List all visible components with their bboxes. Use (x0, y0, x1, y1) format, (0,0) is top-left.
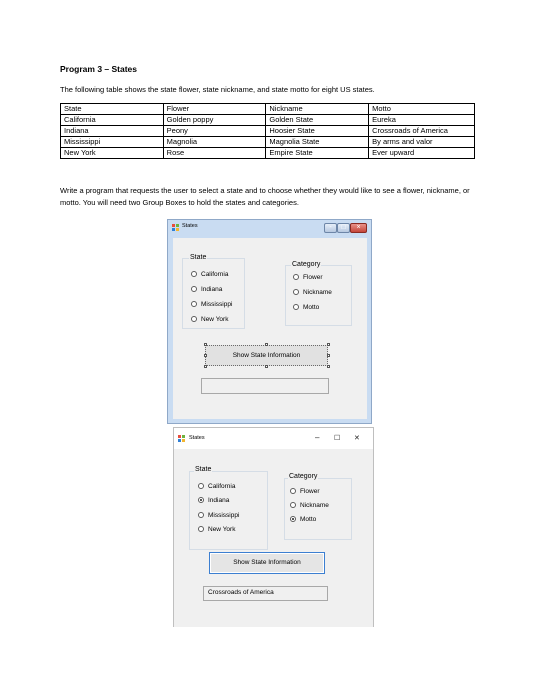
category-group-label: Category (292, 261, 321, 268)
table-header-cell: State (61, 104, 164, 115)
resize-handle[interactable] (327, 365, 330, 368)
table-cell: Indiana (61, 126, 164, 137)
minimize-icon[interactable]: – (315, 433, 320, 442)
table-header-cell: Motto (369, 104, 475, 115)
close-icon[interactable]: ✕ (354, 435, 360, 442)
radio-label: Indiana (201, 286, 223, 293)
show-state-info-button[interactable]: Show State Information (205, 345, 328, 366)
radio-label: Nickname (300, 502, 329, 509)
table-row (61, 148, 475, 159)
radio-new-york[interactable] (198, 526, 235, 534)
resize-handle[interactable] (204, 365, 207, 368)
radio-circle-icon (290, 488, 296, 494)
radio-circle-icon (290, 502, 296, 508)
maximize-icon: □ (341, 224, 346, 231)
radio-indiana[interactable] (198, 497, 229, 505)
table-header-row (61, 104, 475, 115)
radio-new-york[interactable] (191, 316, 228, 324)
maximize-button[interactable] (337, 223, 350, 233)
design-output-box (201, 378, 329, 394)
table-cell: Golden poppy (163, 115, 266, 126)
instructions-text: Write a program that requests the user to select a state and to choose whether they would like to see a flower, nickname, or motto. You will need two Group Boxes to hold the states and categories. (60, 186, 470, 207)
design-form-window (167, 219, 372, 424)
form-app-icon (178, 435, 186, 442)
radio-circle-icon (191, 301, 197, 307)
table-cell: Golden State (266, 115, 369, 126)
table-cell: Rose (163, 148, 266, 159)
radio-circle-icon (191, 286, 197, 292)
table-cell: New York (61, 148, 164, 159)
design-window-controls (324, 223, 367, 233)
design-title-bar[interactable] (168, 220, 371, 236)
radio-label: Flower (300, 488, 320, 495)
table-cell: Eureka (369, 115, 475, 126)
radio-label: Flower (303, 274, 323, 281)
minimize-icon: - (329, 224, 332, 231)
radio-nickname[interactable] (290, 502, 329, 510)
radio-label: New York (201, 316, 229, 323)
radio-label: California (208, 483, 236, 490)
close-button[interactable] (350, 223, 367, 233)
resize-handle[interactable] (327, 354, 330, 357)
radio-label: Indiana (208, 497, 230, 504)
radio-mississippi[interactable] (191, 301, 232, 309)
radio-indiana[interactable] (191, 286, 222, 294)
table-cell: Empire State (266, 148, 369, 159)
resize-handle[interactable] (265, 343, 268, 346)
design-form-client (173, 238, 367, 419)
table-cell: California (61, 115, 164, 126)
minimize-button[interactable] (324, 223, 337, 233)
radio-mississippi[interactable] (198, 512, 239, 520)
radio-circle-icon (293, 274, 299, 280)
radio-flower[interactable] (290, 488, 320, 496)
radio-label: New York (208, 526, 236, 533)
table-row (61, 126, 475, 137)
radio-circle-icon (198, 483, 204, 489)
resize-handle[interactable] (204, 354, 207, 357)
table-header-cell: Nickname (266, 104, 369, 115)
radio-label: California (201, 271, 229, 278)
radio-circle-icon (293, 304, 299, 310)
form-app-icon (172, 224, 180, 231)
table-cell: Crossroads of America (369, 126, 475, 137)
show-state-info-button[interactable]: Show State Information (209, 552, 325, 574)
run-form-window (173, 427, 374, 627)
radio-california[interactable] (198, 483, 235, 491)
table-header-cell: Flower (163, 104, 266, 115)
radio-nickname[interactable] (293, 289, 332, 297)
radio-circle-icon (191, 316, 197, 322)
state-table (60, 103, 475, 159)
radio-motto[interactable] (290, 516, 316, 524)
radio-label: Motto (300, 516, 317, 523)
table-cell: Peony (163, 126, 266, 137)
table-row (61, 115, 475, 126)
radio-label: Mississippi (201, 301, 233, 308)
resize-handle[interactable] (265, 365, 268, 368)
resize-handle[interactable] (204, 343, 207, 346)
run-output-box: Crossroads of America (203, 586, 328, 601)
resize-handle[interactable] (327, 343, 330, 346)
design-window-title: States (182, 223, 198, 229)
radio-selected-icon (290, 516, 296, 522)
document-heading: Program 3 – States (60, 64, 138, 74)
state-group-label: State (190, 254, 207, 261)
intro-text: The following table shows the state flower, state nickname, and state motto for eight US states. (60, 85, 375, 94)
radio-circle-icon (198, 526, 204, 532)
state-group-label: State (195, 466, 212, 473)
radio-california[interactable] (191, 271, 228, 279)
maximize-icon[interactable]: ☐ (334, 435, 341, 442)
radio-circle-icon (191, 271, 197, 277)
table-cell: Magnolia (163, 137, 266, 148)
table-cell: Hoosier State (266, 126, 369, 137)
radio-flower[interactable] (293, 274, 323, 282)
radio-label: Mississippi (208, 512, 240, 519)
close-icon: × (356, 224, 361, 231)
table-cell: By arms and valor (369, 137, 475, 148)
category-group-label: Category (289, 473, 318, 480)
radio-motto[interactable] (293, 304, 319, 312)
run-window-title: States (189, 435, 205, 441)
radio-circle-icon (198, 512, 204, 518)
table-cell: Magnolia State (266, 137, 369, 148)
radio-label: Motto (303, 304, 320, 311)
radio-label: Nickname (303, 289, 332, 296)
radio-selected-icon (198, 497, 204, 503)
table-cell: Mississippi (61, 137, 164, 148)
table-cell: Ever upward (369, 148, 475, 159)
run-title-bar[interactable] (174, 428, 373, 449)
radio-circle-icon (293, 289, 299, 295)
table-row (61, 137, 475, 148)
